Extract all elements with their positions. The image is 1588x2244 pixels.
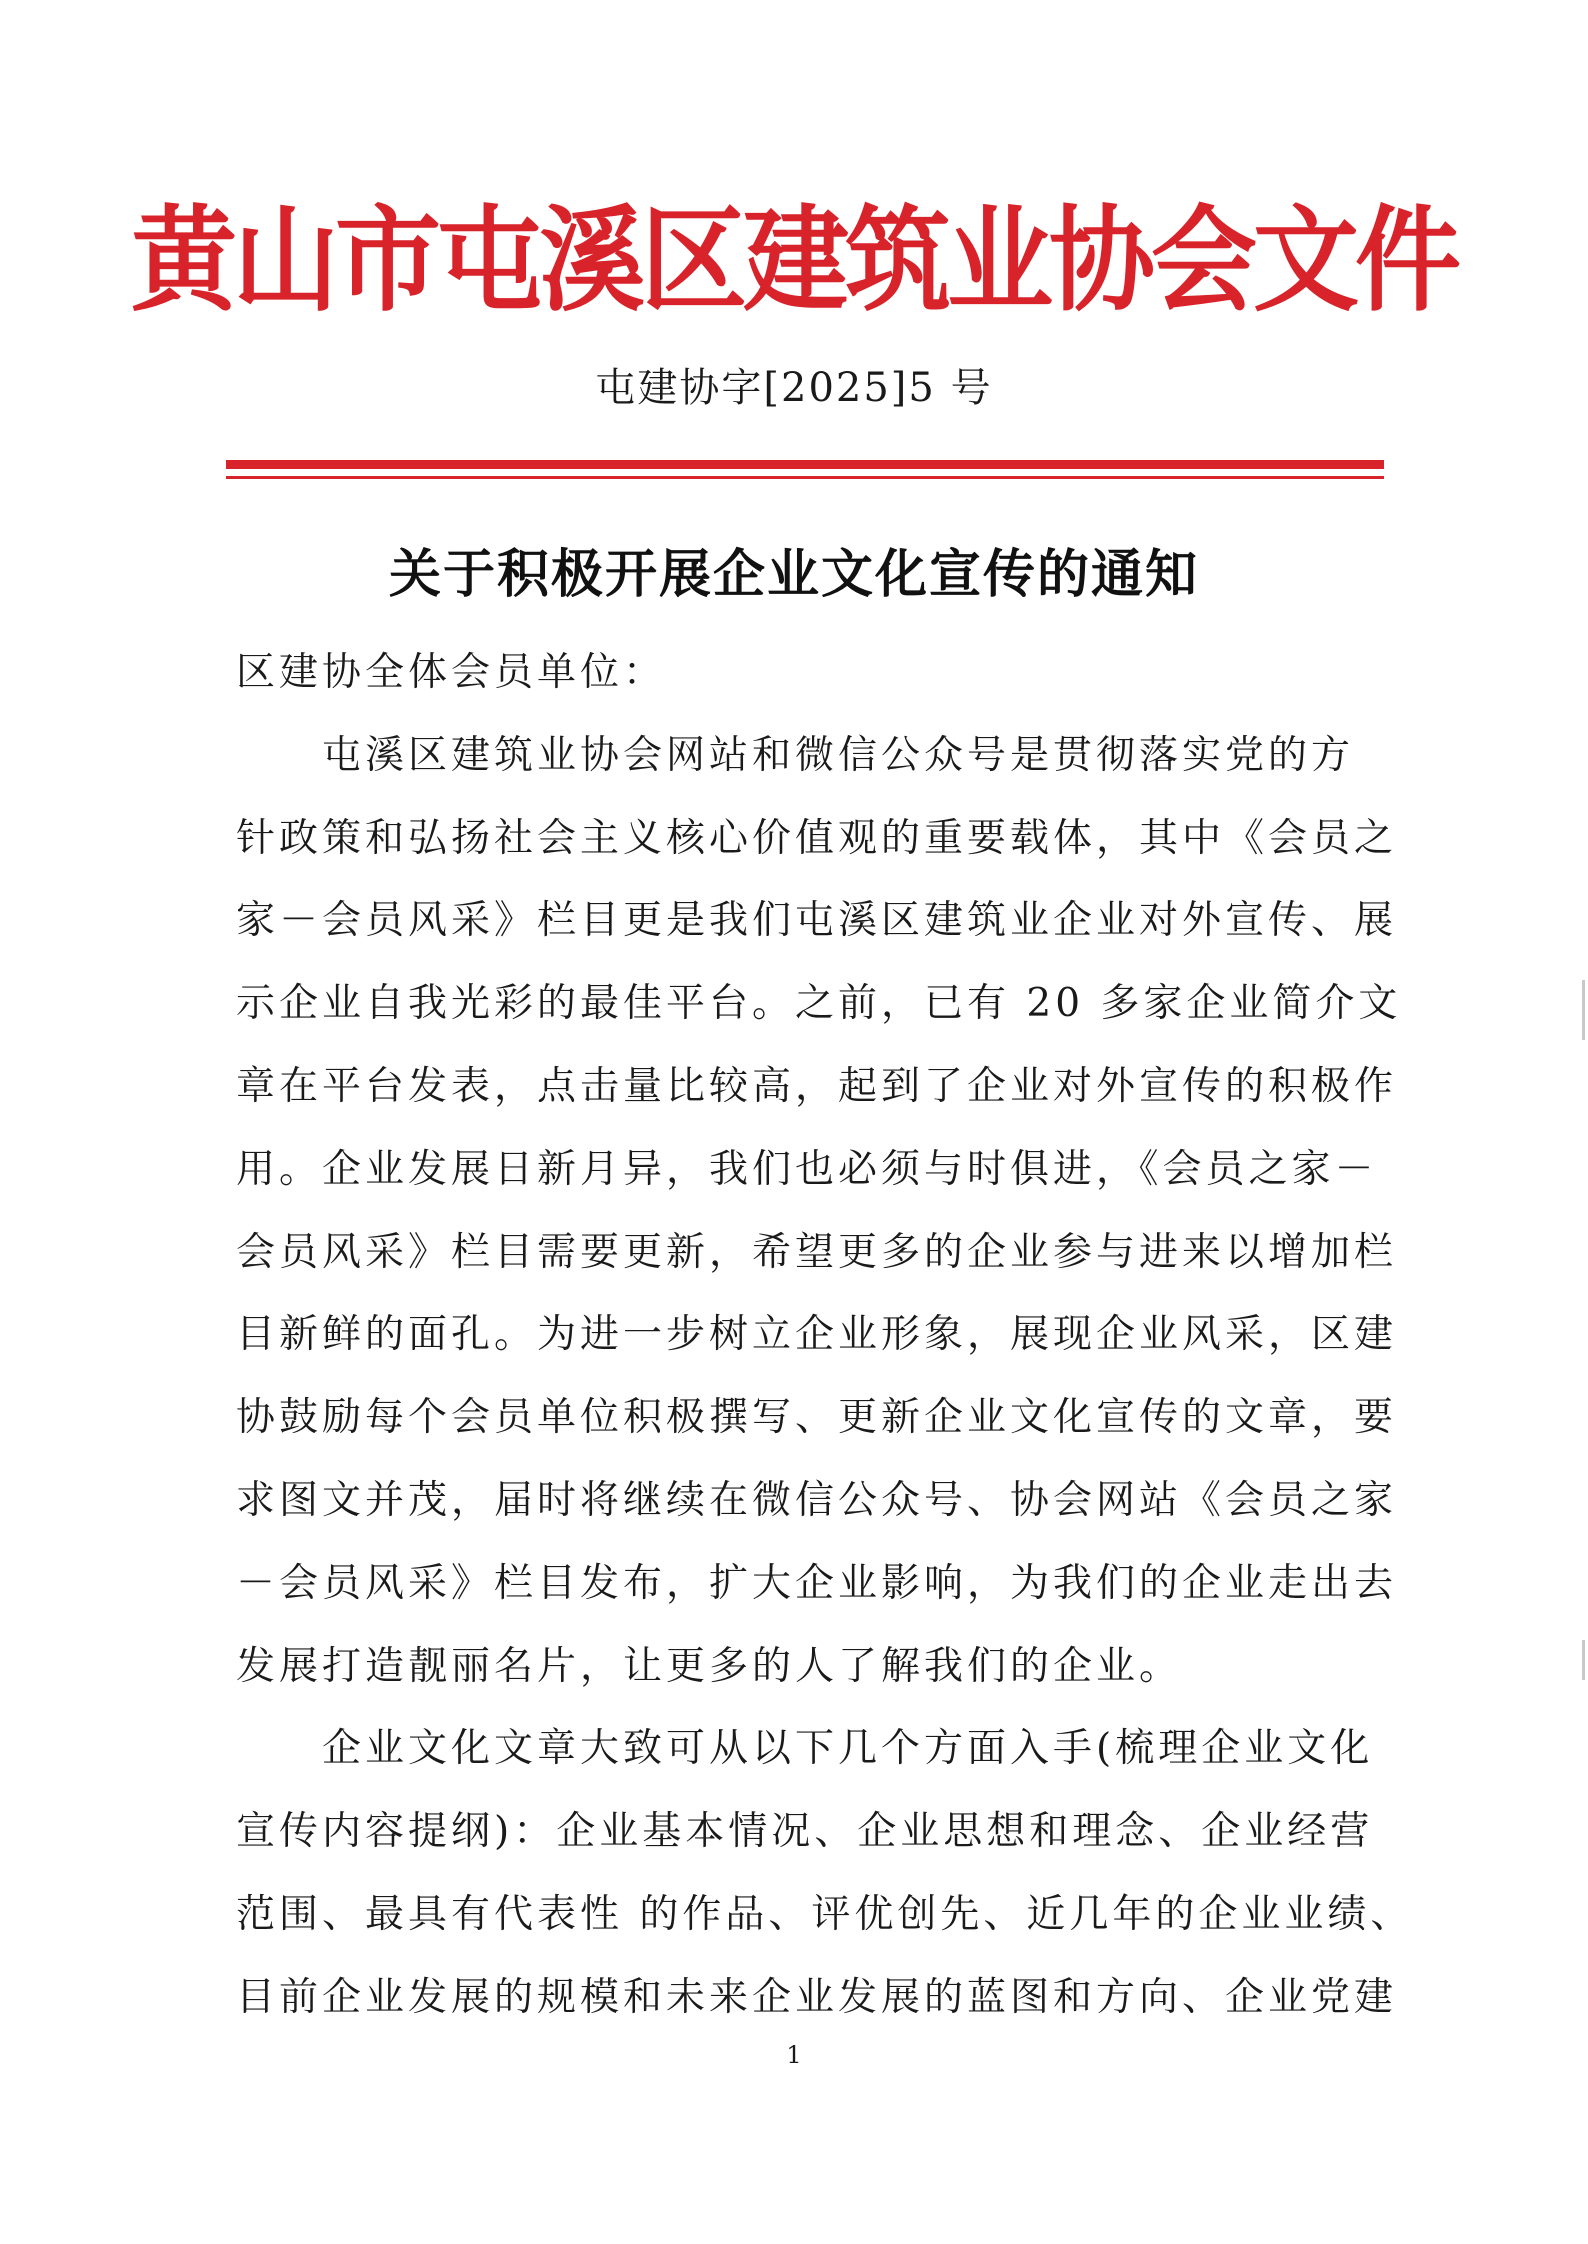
body-line: 用。企业发展日新月异，我们也必须与时俱进，《会员之家－ xyxy=(236,1146,1378,1192)
body-line: 针政策和弘扬社会主义核心价值观的重要载体，其中《会员之 xyxy=(236,815,1398,861)
body-line: 企业文化文章大致可从以下几个方面入手(梳理企业文化 xyxy=(322,1726,1374,1772)
body-line: 会员风采》栏目需要更新，希望更多的企业参与进来以增加栏 xyxy=(236,1229,1398,1275)
notice-title: 关于积极开展企业文化宣传的通知 xyxy=(388,545,1199,605)
red-divider-thick xyxy=(226,460,1384,469)
scan-edge-mark xyxy=(1582,980,1585,1040)
body-line: 宣传内容提纲)：企业基本情况、企业思想和理念、企业经营 xyxy=(236,1809,1374,1855)
body-line: 示企业自我光彩的最佳平台。之前，已有 20 多家企业简介文 xyxy=(236,981,1402,1027)
body-line: 章在平台发表，点击量比较高，起到了企业对外宣传的积极作 xyxy=(236,1063,1398,1109)
body-line: 协鼓励每个会员单位积极撰写、更新企业文化宣传的文章，要 xyxy=(236,1395,1398,1441)
salutation: 区建协全体会员单位： xyxy=(236,650,667,695)
body-line: 范围、最具有代表性 的作品、评优创先、近几年的企业业绩、 xyxy=(236,1891,1414,1937)
body-line: 家－会员风采》栏目更是我们屯溪区建筑业企业对外宣传、展 xyxy=(236,898,1398,944)
notice-body xyxy=(236,632,1414,2040)
document-number: 屯建协字[2025]5 号 xyxy=(595,365,993,411)
scan-edge-mark xyxy=(1582,1640,1585,1680)
body-line: 发展打造靓丽名片，让更多的人了解我们的企业。 xyxy=(236,1643,1183,1689)
page-number: 1 xyxy=(786,2041,802,2069)
body-line: 目新鲜的面孔。为进一步树立企业形象，展现企业风采，区建 xyxy=(236,1312,1398,1358)
issuer-title: 黄山市屯溪区建筑业协会文件 xyxy=(131,194,1457,327)
body-line: 屯溪区建筑业协会网站和微信公众号是贯彻落实党的方 xyxy=(322,732,1355,778)
body-line: －会员风采》栏目发布，扩大企业影响，为我们的企业走出去 xyxy=(236,1560,1398,1606)
body-line: 目前企业发展的规模和未来企业发展的蓝图和方向、企业党建 xyxy=(236,1974,1398,2020)
body-line: 求图文并茂，届时将继续在微信公众号、协会网站《会员之家 xyxy=(236,1477,1398,1523)
red-divider-thin xyxy=(226,476,1384,479)
